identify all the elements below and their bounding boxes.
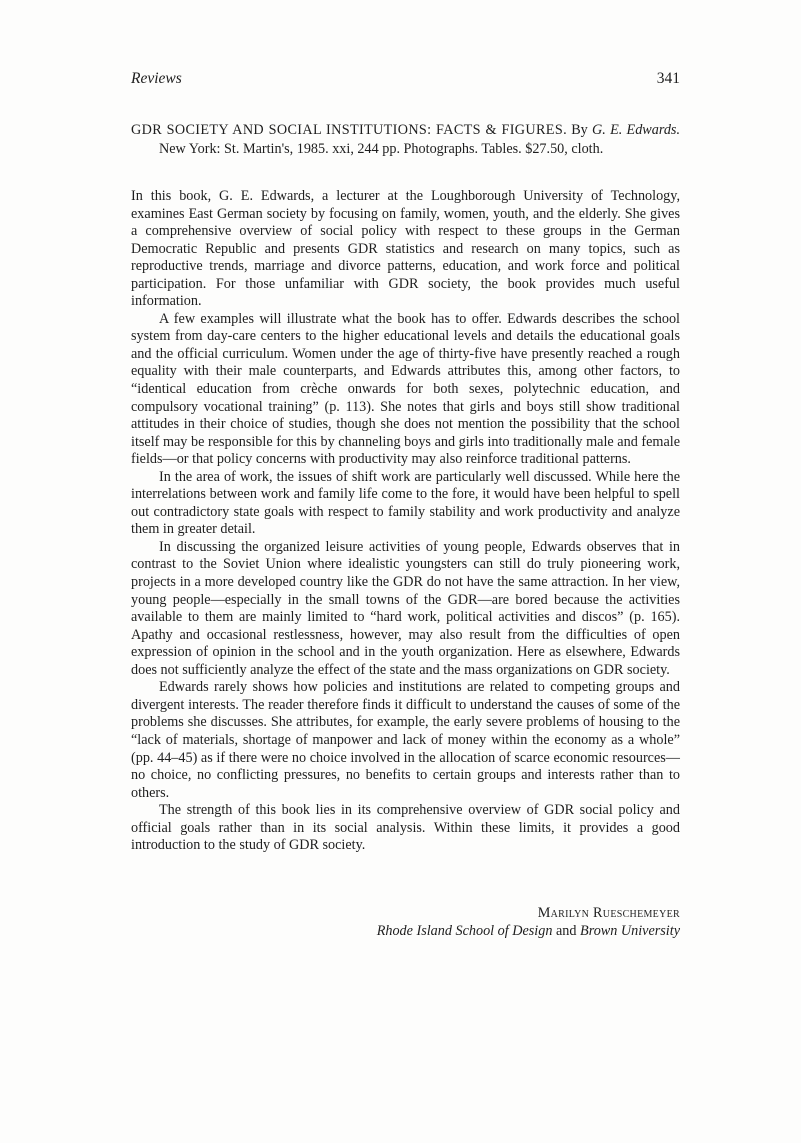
book-author: G. E. Edwards. — [592, 122, 681, 138]
page-number: 341 — [656, 70, 680, 87]
publication-details: New York: St. Martin's, 1985. xxi, 244 pp. Photographs. Tables. $27.50, cloth. — [159, 140, 604, 157]
affiliation-2: Brown University — [580, 923, 680, 939]
reviewer-signature — [131, 904, 680, 940]
paragraph-2: A few examples will illustrate what the book has to offer. Edwards describes the school system from day-care centers to the higher educational levels and details the educational goals and the official curriculum. Women under the age of thirty-five have presently reached a rough equality with their male counterparts, and Edwards attributes this, among other factors, to “identical education from crèche onwards for both sexes, polytechnic education, and compulsory vocational training” (p. 113). She notes that girls and boys still show traditional attitudes in their choice of studies, though she does not mention the possibility that the school itself may be responsible for this by channeling boys and girls into traditionally male and female fields—or that policy concerns with productivity may also reinforce traditional patterns. — [131, 310, 680, 468]
book-citation — [131, 121, 680, 158]
paragraph-6: The strength of this book lies in its comprehensive overview of GDR social policy and official goals rather than in its social analysis. Within these limits, it provides a good introduction to the study of GDR society. — [131, 802, 680, 854]
paragraph-4: In discussing the organized leisure activities of young people, Edwards observes that in contrast to the Soviet Union where idealistic youngsters can still do truly pioneering work, projects in a more developed country like the GDR do not have the same attraction. In her view, young people—especially in the small towns of the GDR—are bored because the activities available to them are mainly limited to “hard work, political activities and discos” (p. 165). Apathy and occasional restlessness, however, may also result from the difficulties of open expression of opinion in the school and in the youth organization. Here as elsewhere, Edwards does not sufficiently analyze the effect of the state and the mass organizations on GDR society. — [131, 538, 680, 678]
reviewer-name: Marilyn Rueschemeyer — [537, 905, 680, 921]
paragraph-3: In the area of work, the issues of shift work are particularly well discussed. While here the interrelations between work and family life come to the fore, it would have been helpful to spell out contradictory state goals with respect to family stability and work productivity and analyze them in greater detail. — [131, 468, 680, 538]
paragraph-1: In this book, G. E. Edwards, a lecturer at the Loughborough University of Technology, examines East German society by focusing on family, women, youth, and the elderly. She gives a comprehensive overview of social policy with respect to these groups in the German Democratic Republic and presents GDR statistics and research on many topics, such as reproductive trends, marriage and divorce patterns, education, and work force and political participation. For those unfamiliar with GDR society, the book provides much useful information. — [131, 188, 680, 310]
review-body — [131, 188, 680, 855]
affiliation-conjunction: and — [555, 923, 577, 939]
reviewer-affiliation — [131, 922, 680, 940]
running-head — [131, 70, 680, 92]
by-label: By — [571, 122, 588, 138]
book-title: GDR SOCIETY AND SOCIAL INSTITUTIONS: FACTS & FIGURES. — [131, 122, 567, 138]
paragraph-5: Edwards rarely shows how policies and institutions are related to competing groups and divergent interests. The reader therefore finds it difficult to understand the causes of some of the problems she discusses. She attributes, for example, the early severe problems of housing to the “lack of materials, shortage of manpower and lack of money within the economy as a whole” (pp. 44–45) as if there were no choice involved in the allocation of scarce economic resources—no choice, no conflicting pressures, no benefits to certain groups and interests rather than to others. — [131, 679, 680, 801]
section-title: Reviews — [131, 70, 182, 87]
affiliation-1: Rhode Island School of Design — [376, 923, 553, 939]
